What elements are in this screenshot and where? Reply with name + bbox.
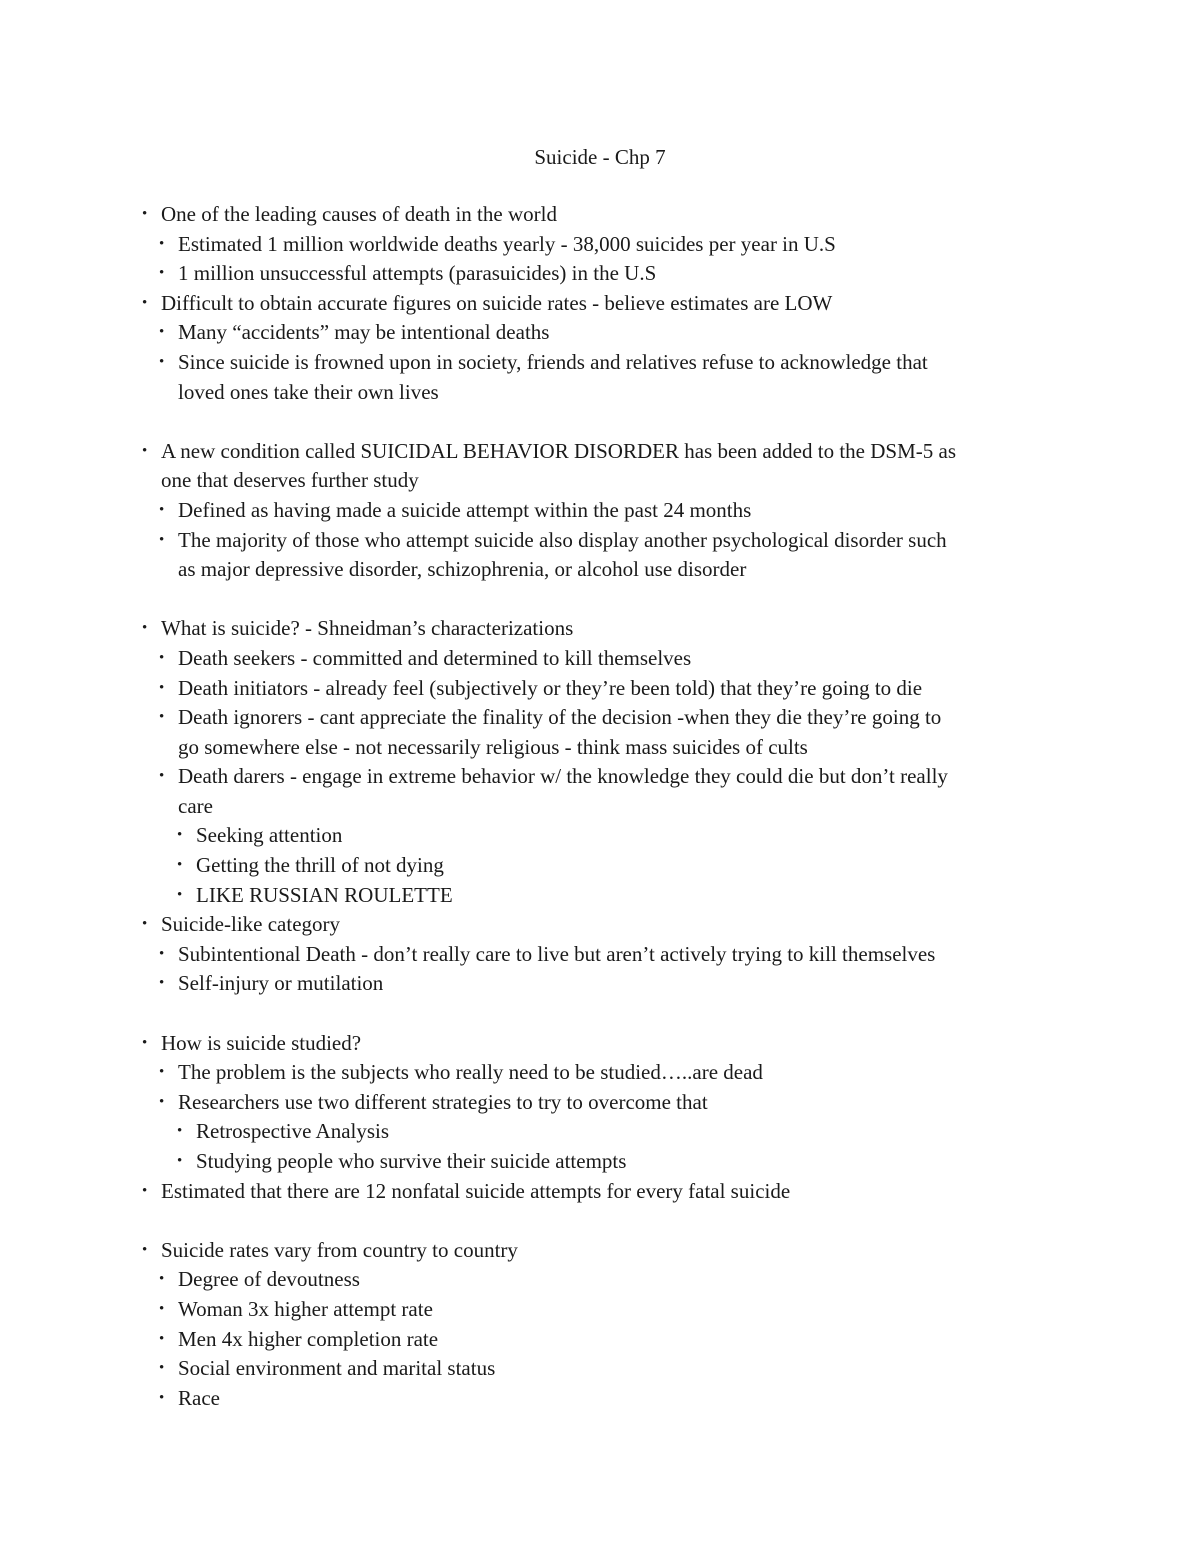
bullet: •	[159, 235, 165, 252]
list-item-text: Death initiators - already feel (subjectively or they’re been told) that they’re going to die	[178, 675, 923, 700]
list-item-text: LIKE RUSSIAN ROULETTE	[196, 882, 453, 907]
list-item-text: Many “accidents” may be intentional deaths	[178, 320, 550, 345]
list-item-text: Suicide-like category	[161, 912, 341, 937]
list-item-text: Death seekers - committed and determined to kill themselves	[178, 645, 692, 670]
list-item-text: 1 million unsuccessful attempts (parasuicides) in the U.S	[178, 261, 657, 286]
list-item-continuation	[0, 466, 1200, 496]
list-item-text: Self-injury or mutilation	[178, 971, 384, 996]
bullet: •	[159, 1064, 165, 1081]
bullet: •	[142, 620, 148, 637]
notes-body	[0, 200, 1200, 1413]
list-item	[0, 703, 1200, 733]
list-item-text: How is suicide studied?	[161, 1030, 362, 1055]
list-item-text: Estimated that there are 12 nonfatal suicide attempts for every fatal suicide	[161, 1178, 791, 1203]
bullet: •	[159, 531, 165, 548]
list-item-text: Subintentional Death - don’t really care to live but aren’t actively trying to kill themselves	[178, 941, 936, 966]
list-item	[0, 1236, 1200, 1266]
list-item-text: Difficult to obtain accurate figures on suicide rates - believe estimates are LOW	[161, 290, 833, 315]
bullet: •	[159, 945, 165, 962]
document-title: Suicide - Chp 7	[534, 145, 666, 169]
list-item-continuation	[0, 378, 1200, 408]
list-item	[0, 230, 1200, 260]
list-item	[0, 1354, 1200, 1384]
list-item-text: Race	[178, 1385, 220, 1410]
list-item-text: Death darers - engage in extreme behavior w/ the knowledge they could die but don’t really	[178, 764, 948, 789]
list-item	[0, 881, 1200, 911]
list-item-text: Researchers use two different strategies to try to overcome that	[178, 1089, 708, 1114]
list-item	[0, 1117, 1200, 1147]
spacer	[0, 407, 1200, 437]
list-item-continuation	[0, 733, 1200, 763]
list-item-text: Estimated 1 million worldwide deaths yearly - 38,000 suicides per year in U.S	[178, 231, 836, 256]
list-item-text: loved ones take their own lives	[178, 379, 439, 404]
list-item	[0, 259, 1200, 289]
bullet: •	[159, 1389, 165, 1406]
bullet: •	[177, 1153, 183, 1169]
list-item-continuation	[0, 555, 1200, 585]
list-item	[0, 318, 1200, 348]
bullet: •	[142, 206, 148, 222]
bullet: •	[142, 294, 148, 311]
list-item-text: Suicide rates vary from country to country	[161, 1237, 518, 1262]
list-item-continuation	[0, 792, 1200, 822]
list-item-text: Defined as having made a suicide attempt within the past 24 months	[178, 497, 752, 522]
bullet: •	[159, 768, 165, 785]
list-item-text: One of the leading causes of death in the world	[161, 202, 557, 226]
bullet: •	[142, 916, 148, 933]
bullet: •	[159, 1300, 165, 1317]
list-item	[0, 1295, 1200, 1325]
list-item	[0, 526, 1200, 556]
list-item-text: Seeking attention	[196, 823, 343, 848]
bullet: •	[159, 265, 165, 282]
list-item-text: Since suicide is frowned upon in society, friends and relatives refuse to acknowledge that	[178, 349, 928, 374]
list-item	[0, 1265, 1200, 1295]
bullet: •	[159, 324, 165, 341]
list-item	[0, 674, 1200, 704]
list-item-text: Woman 3x higher attempt rate	[178, 1296, 433, 1321]
bullet: •	[159, 709, 165, 726]
list-item-text: as major depressive disorder, schizophrenia, or alcohol use disorder	[178, 557, 747, 582]
list-item-text: go somewhere else - not necessarily religious - think mass suicides of cults	[178, 734, 808, 759]
bullet: •	[159, 975, 165, 992]
bullet: •	[159, 1271, 165, 1288]
list-item-text: Getting the thrill of not dying	[196, 853, 444, 878]
bullet: •	[159, 1360, 165, 1377]
list-item	[0, 1325, 1200, 1355]
list-item	[0, 940, 1200, 970]
list-item-text: Studying people who survive their suicide attempts	[196, 1149, 627, 1173]
bullet: •	[159, 353, 165, 370]
list-item-text: Degree of devoutness	[178, 1267, 360, 1292]
spacer	[0, 585, 1200, 615]
bullet: •	[159, 649, 165, 666]
list-item	[0, 910, 1200, 940]
spacer	[0, 999, 1200, 1029]
list-item-text: A new condition called SUICIDAL BEHAVIOR DISORDER has been added to the DSM-5 as	[161, 438, 956, 463]
list-item-text: What is suicide? - Shneidman’s characterizations	[161, 616, 574, 641]
list-item-text: Men 4x higher completion rate	[178, 1326, 439, 1351]
bullet: •	[159, 501, 165, 518]
spacer	[0, 1206, 1200, 1236]
list-item-text: one that deserves further study	[161, 468, 419, 493]
list-item	[0, 1058, 1200, 1088]
bullet: •	[142, 1241, 148, 1258]
list-item	[0, 437, 1200, 467]
bullet: •	[159, 1093, 165, 1110]
bullet: •	[177, 857, 183, 874]
bullet: •	[142, 1182, 148, 1199]
bullet: •	[177, 827, 183, 844]
list-item	[0, 644, 1200, 674]
list-item	[0, 1147, 1200, 1177]
list-item	[0, 1384, 1200, 1414]
bullet: •	[177, 1123, 183, 1140]
list-item-text: Death ignorers - cant appreciate the finality of the decision -when they die they’re going to	[178, 705, 942, 730]
bullet: •	[159, 1330, 165, 1347]
bullet: •	[142, 442, 148, 459]
list-item	[0, 1029, 1200, 1059]
list-item	[0, 1177, 1200, 1207]
list-item-text: Social environment and marital status	[178, 1356, 496, 1381]
bullet: •	[177, 886, 183, 903]
list-item	[0, 614, 1200, 644]
list-item-text: The problem is the subjects who really need to be studied…..are dead	[178, 1060, 763, 1085]
list-item	[0, 289, 1200, 319]
bullet: •	[159, 679, 165, 696]
list-item	[0, 969, 1200, 999]
list-item	[0, 762, 1200, 792]
list-item	[0, 821, 1200, 851]
bullet: •	[142, 1034, 148, 1051]
list-item-text: care	[178, 793, 213, 818]
list-item	[0, 348, 1200, 378]
list-item-text: Retrospective Analysis	[196, 1119, 390, 1144]
list-item	[0, 200, 1200, 230]
list-item	[0, 496, 1200, 526]
list-item	[0, 1088, 1200, 1118]
list-item-text: The majority of those who attempt suicide also display another psychological disorder such	[178, 527, 947, 552]
list-item	[0, 851, 1200, 881]
